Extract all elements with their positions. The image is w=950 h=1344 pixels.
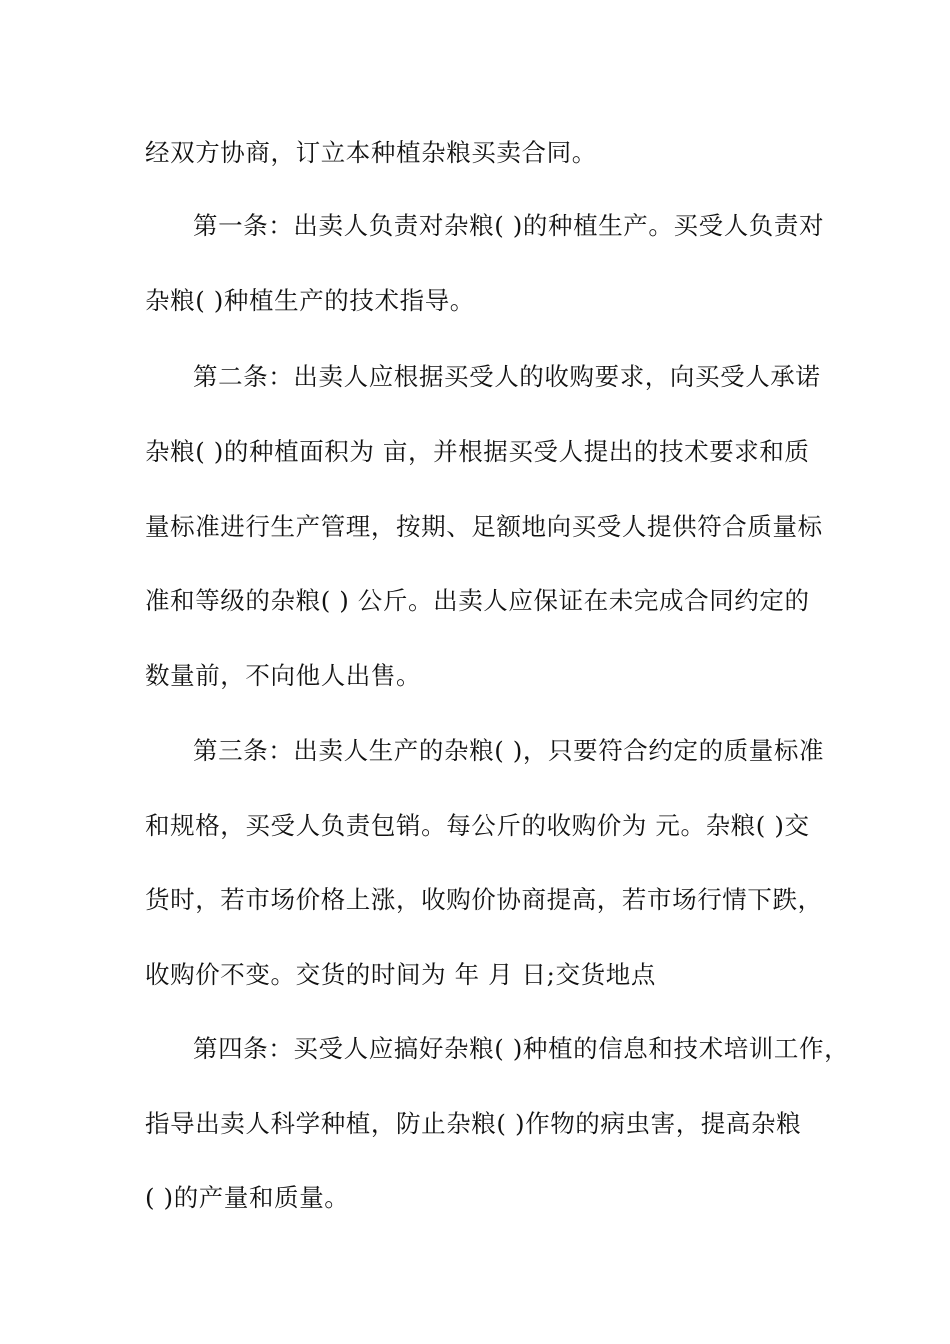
text-line: 收购价不变。交货的时间为 年 月 日;交货地点 (145, 960, 656, 989)
text-line: 货时，若市场价格上涨，收购价协商提高，若市场行情下跌， (145, 885, 823, 914)
text-line: ( )的产量和质量。 (145, 1183, 350, 1212)
text-line: 量标准进行生产管理，按期、足额地向买受人提供符合质量标 (145, 512, 823, 541)
text-line: 和规格，买受人负责包销。每公斤的收购价为 元。杂粮( )交 (145, 811, 810, 840)
article-3-line: 第三条：出卖人生产的杂粮( )，只要符合约定的质量标准 (193, 736, 825, 765)
article-1-line: 第一条：出卖人负责对杂粮( )的种植生产。买受人负责对 (193, 211, 825, 240)
text-line: 杂粮( )的种植面积为 亩，并根据买受人提出的技术要求和质 (145, 437, 810, 466)
text-line: 杂粮( )种植生产的技术指导。 (145, 286, 475, 315)
text-line: 经双方协商，订立本种植杂粮买卖合同。 (145, 138, 597, 167)
text-line: 数量前，不向他人出售。 (145, 661, 422, 690)
text-line: 指导出卖人科学种植，防止杂粮( )作物的病虫害，提高杂粮 (145, 1109, 802, 1138)
text-line: 准和等级的杂粮( ) 公斤。出卖人应保证在未完成合同约定的 (145, 586, 810, 615)
article-4-line: 第四条：买受人应搞好杂粮( )种植的信息和技术培训工作， (193, 1034, 850, 1063)
article-2-line: 第二条：出卖人应根据买受人的收购要求，向买受人承诺 (193, 362, 821, 391)
